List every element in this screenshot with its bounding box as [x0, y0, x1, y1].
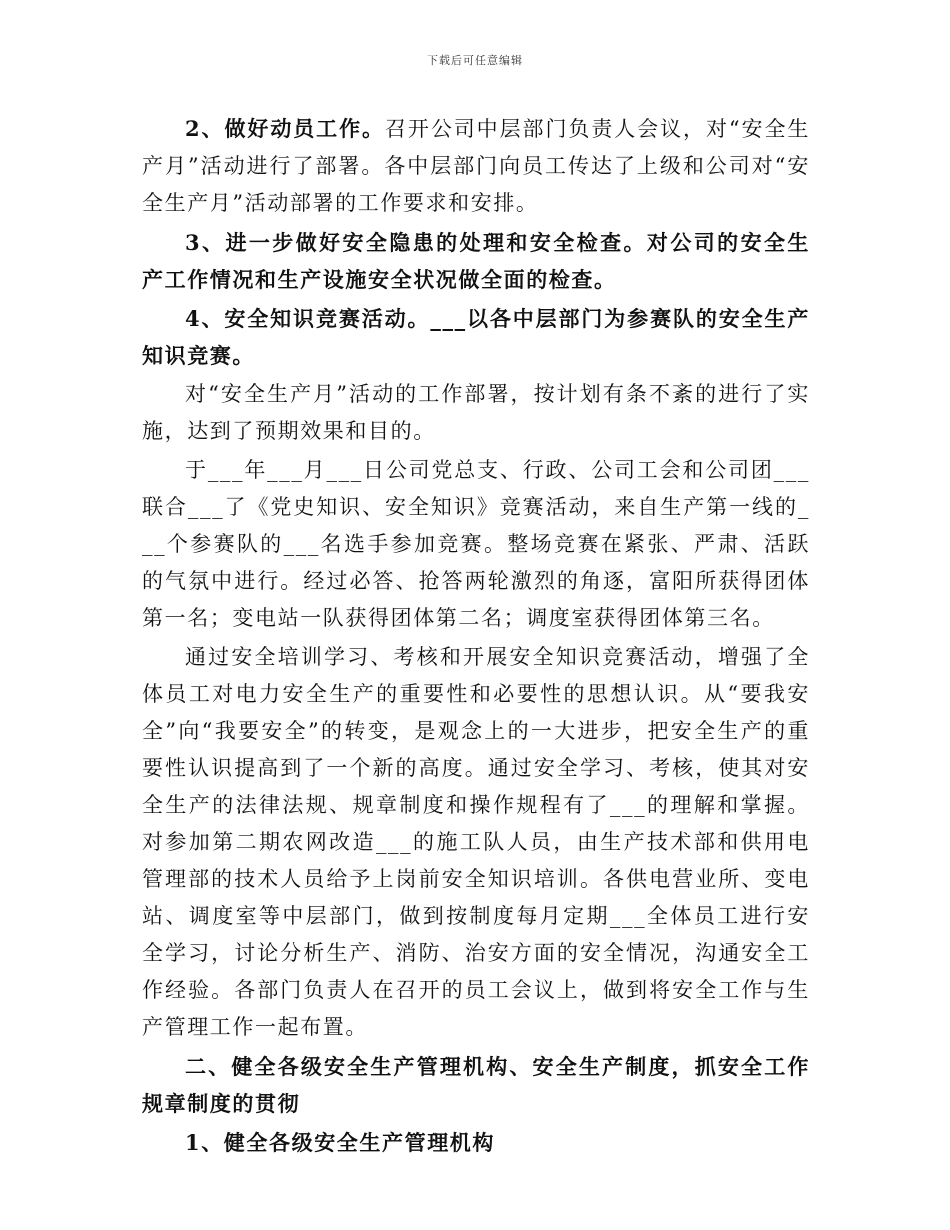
section-heading-management: 二、健全各级安全生产管理机构、安全生产制度，抓安全工作规章制度的贯彻	[142, 1054, 810, 1116]
paragraph-mobilization-heading: 2、做好动员工作。	[185, 116, 385, 141]
paragraph-contest-results: 于___年___月___日公司党总支、行政、公司工会和公司团___联合___了《党史知识、安全知识》竞赛活动，来自生产第一线的___个参赛队的___名选手参加竞赛。整场竞赛在紧张、严肃、活跃的气氛中进行。经过必答、抢答两轮激烈的角逐，富阳所获得团体第一名；变电站一队获得团体第二名；调度室获得团体第三名。	[142, 458, 810, 630]
paragraph-hazard-inspection: 3、进一步做好安全隐患的处理和安全检查。对公司的安全生产工作情况和生产设施安全状况做全面的检查。	[142, 230, 810, 292]
paragraph-mobilization-text: 召开公司中层部门负责人会议，对“安全生产月”活动进行了部署。各中层部门向员工传达了上级和公司对“安全生产月”活动部署的工作要求和安排。	[142, 117, 810, 215]
document-body	[142, 108, 810, 1161]
paragraph-activity-summary: 对“安全生产月”活动的工作部署，按计划有条不紊的进行了实施，达到了预期效果和目的。	[142, 382, 810, 443]
subsection-heading-organizations: 1、健全各级安全生产管理机构	[185, 1130, 496, 1155]
paragraph-knowledge-contest: 4、安全知识竞赛活动。___以各中层部门为参赛队的安全生产知识竞赛。	[142, 306, 810, 368]
paragraph-mobilization	[142, 110, 810, 222]
paragraph-training-outcomes: 通过安全培训学习、考核和开展安全知识竞赛活动，增强了全体员工对电力安全生产的重要性和必要性的思想认识。从“要我安全”向“我要安全”的转变，是观念上的一大进步，把安全生产的重要性认识提高到了一个新的高度。通过安全学习、考核，使其对安全生产的法律法规、规章制度和操作规程有了___的理解和掌握。对参加第二期农网改造___的施工队人员，由生产技术部和供用电管理部的技术人员给予上岗前安全知识培训。各供电营业所、变电站、调度室等中层部门，做到按制度每月定期___全体员工进行安全学习，讨论分析生产、消防、治安方面的安全情况，沟通安全工作经验。各部门负责人在召开的员工会议上，做到将安全工作与生产管理工作一起布置。	[142, 645, 810, 1039]
page-header-note: 下载后可任意编辑	[427, 54, 523, 67]
